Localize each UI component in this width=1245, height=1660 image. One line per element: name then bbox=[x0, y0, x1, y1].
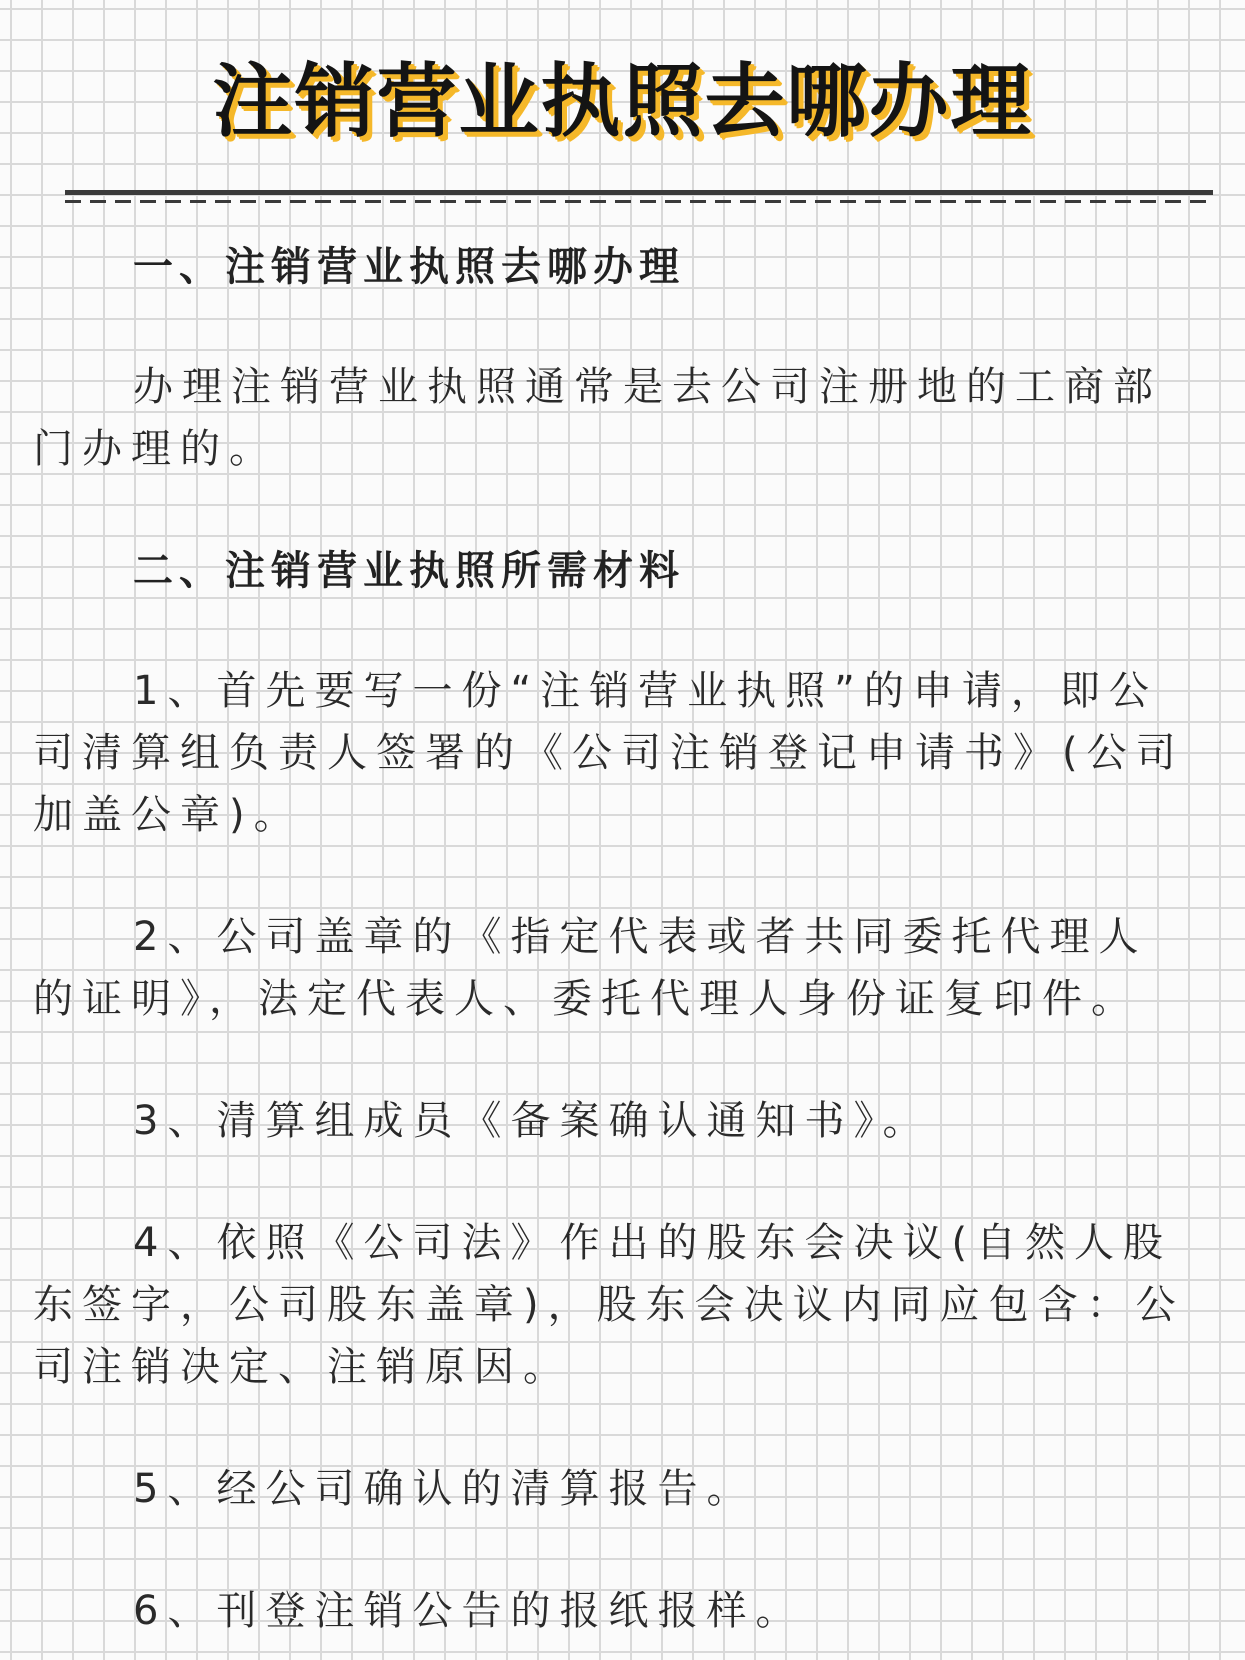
title-underline bbox=[65, 190, 1213, 195]
spacer bbox=[33, 602, 1193, 660]
title-dashed-underline bbox=[65, 200, 1213, 203]
spacer bbox=[33, 1152, 1193, 1212]
spacer bbox=[33, 480, 1193, 540]
list-item-6: 6、刊登注销公告的报纸报样。 bbox=[133, 1588, 805, 1634]
spacer bbox=[33, 1030, 1193, 1090]
list-item-1: 1、首先要写一份“注销营业执照”的申请，即公司清算组负责人签署的《公司注销登记申请书》(公司加盖公章)。 bbox=[33, 668, 1185, 838]
list-item-3: 3、清算组成员《备案确认通知书》。 bbox=[133, 1098, 932, 1144]
spacer bbox=[33, 298, 1193, 356]
spacer bbox=[33, 1398, 1193, 1458]
list-item-2: 2、公司盖章的《指定代表或者共同委托代理人的证明》，法定代表人、委托代理人身份证复印件。 bbox=[33, 914, 1148, 1022]
spacer bbox=[33, 846, 1193, 906]
article-body bbox=[33, 236, 1193, 1642]
list-item-5: 5、经公司确认的清算报告。 bbox=[133, 1466, 756, 1512]
paragraph-1: 办理注销营业执照通常是去公司注册地的工商部门办理的。 bbox=[33, 364, 1162, 472]
page-title: 注销营业执照去哪办理 bbox=[212, 55, 1033, 148]
title-block bbox=[0, 52, 1245, 162]
section-heading-1: 一、注销营业执照去哪办理 bbox=[133, 244, 685, 290]
section-heading-2: 二、注销营业执照所需材料 bbox=[133, 548, 685, 594]
list-item-4: 4、依照《公司法》作出的股东会决议(自然人股东签字，公司股东盖章)，股东会决议内同应包含：公司注销决定、注销原因。 bbox=[33, 1220, 1185, 1390]
spacer bbox=[33, 1520, 1193, 1580]
